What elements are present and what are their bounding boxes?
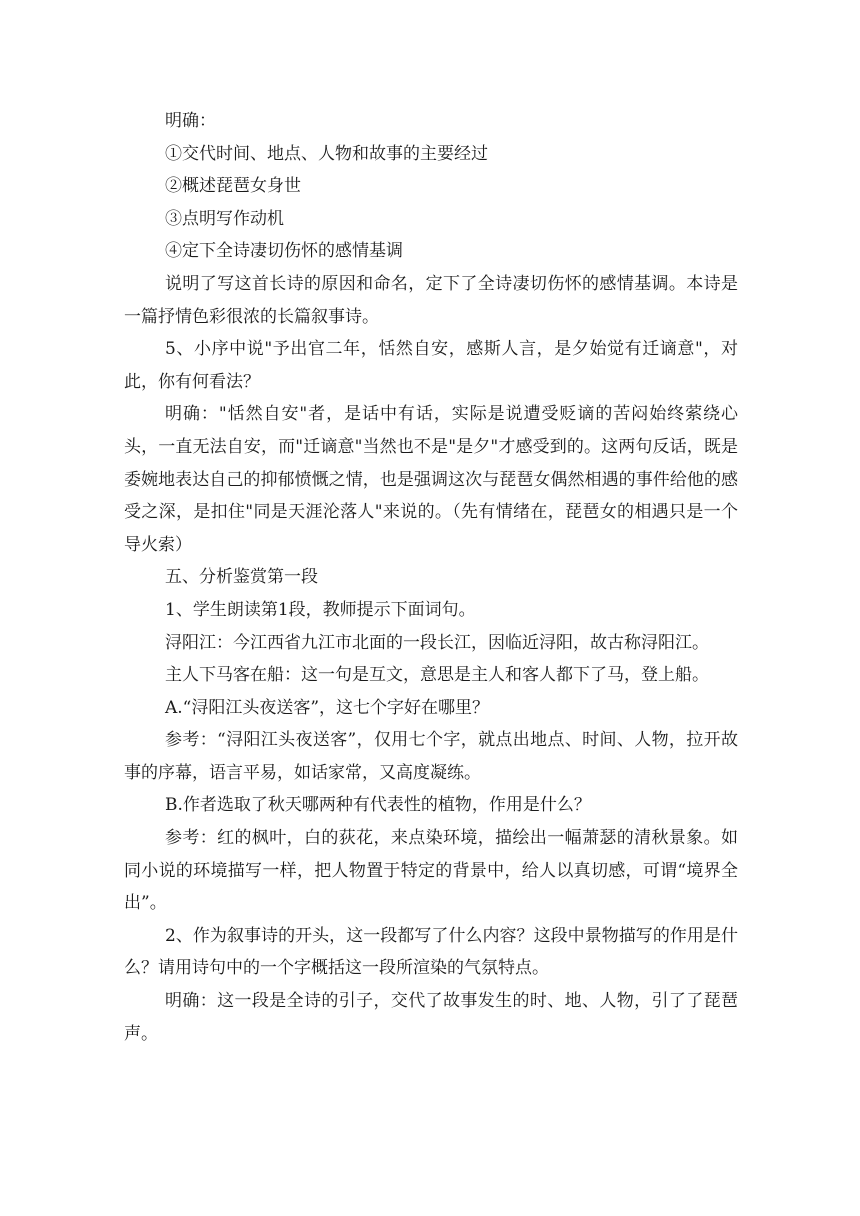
- answer-paragraph: 明确：这一段是全诗的引子，交代了故事发生的时、地、人物，引了了琵琶声。: [124, 991, 738, 1044]
- list-item-paragraph: ③点明写作动机: [165, 208, 284, 229]
- question-paragraph: A.“浔阳江头夜送客”，这七个字好在哪里？: [165, 697, 490, 718]
- question-paragraph: B.作者选取了秋天哪两种有代表性的植物，作用是什么？: [165, 795, 591, 816]
- instruction-paragraph: 1、学生朗读第1段，教师提示下面词句。: [165, 599, 476, 620]
- question-paragraph: 2、作为叙事诗的开头，这一段都写了什么内容？这段中景物描写的作用是什么？请用诗句中的一个字概括这一段所渲染的气氛特点。: [124, 925, 738, 979]
- reference-answer-paragraph: 参考：“浔阳江头夜送客”，仅用七个字，就点出地点、时间、人物，拉开故事的序幕，语言平易，如话家常，又高度凝练。: [124, 730, 738, 783]
- answer-label-paragraph: 明确：: [165, 111, 216, 131]
- list-item-paragraph: ②概述琵琶女身世: [165, 176, 301, 197]
- section-heading: 五、分析鉴赏第一段: [165, 567, 318, 588]
- glossary-paragraph: 浔阳江：今江西省九江市北面的一段长江，因临近浔阳，故古称浔阳江。: [165, 632, 709, 653]
- glossary-paragraph: 主人下马客在船：这一句是互文，意思是主人和客人都下了马，登上船。: [165, 665, 709, 686]
- body-paragraph: 说明了写这首长诗的原因和命名，定下了全诗凄切伤怀的感情基调。本诗是一篇抒情色彩很浓的长篇叙事诗。: [124, 273, 738, 327]
- list-item-paragraph: ①交代时间、地点、人物和故事的主要经过: [165, 143, 488, 164]
- answer-paragraph: 明确："恬然自安"者，是话中有话，实际是说遭受贬谪的苦闷始终萦绕心头，一直无法自安，而"迁谪意"当然也不是"是夕"才感受到的。这两句反话，既是委婉地表达自己的抑郁愤慨之情，也是强调这次与琵琶女偶然相遇的事件给他的感受之深，是扣住"同是天涯沦落人"来说的。（先有情绪在，琵琶女的相遇只是一个导火索）: [124, 404, 738, 555]
- document-body: [124, 105, 738, 1050]
- question-paragraph: 5、小序中说"予出官二年，恬然自安，感斯人言，是夕始觉有迁谪意"，对此，你有何看法？: [124, 339, 739, 392]
- list-item-paragraph: ④定下全诗凄切伤怀的感情基调: [165, 241, 403, 262]
- reference-answer-paragraph: 参考：红的枫叶，白的荻花，来点染环境，描绘出一幅萧瑟的清秋景象。如同小说的环境描写一样，把人物置于特定的背景中，给人以真切感，可谓“境界全出”。: [124, 828, 738, 914]
